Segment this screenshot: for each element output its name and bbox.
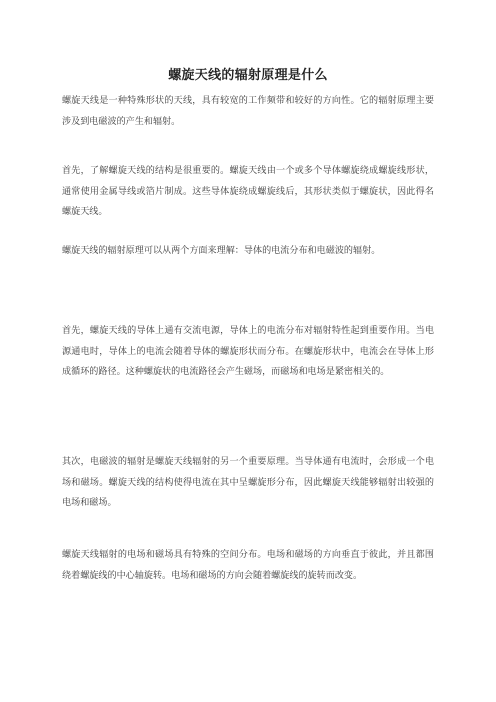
document-title: 螺旋天线的辐射原理是什么 — [168, 68, 328, 83]
paragraph-spatial-distribution: 螺旋天线辐射的电场和磁场具有特殊的空间分布。电场和磁场的方向垂直于彼此，并且都围绕着螺旋线的中心轴旋转。电场和磁场的方向会随着螺旋线的旋转而改变。 — [62, 550, 434, 581]
paragraph-principle-overview: 螺旋天线的辐射原理可以从两个方面来理解：导体的电流分布和电磁波的辐射。 — [62, 246, 381, 256]
paragraph-current-distribution: 首先，螺旋天线的导体上通有交流电源，导体上的电流分布对辐射特性起到重要作用。当电源通电时，导体上的电流会随着导体的螺旋形状而分布。在螺旋形状中，电流会在导体上形成循环的路径。这种螺旋状的电流路径会产生磁场，而磁场和电场是紧密相关的。 — [62, 326, 434, 377]
paragraph-em-radiation: 其次，电磁波的辐射是螺旋天线辐射的另一个重要原理。当导体通有电流时，会形成一个电场和磁场。螺旋天线的结构使得电流在其中呈螺旋形分布，因此螺旋天线能够辐射出较强的电场和磁场。 — [62, 457, 434, 508]
paragraph-intro: 螺旋天线是一种特殊形状的天线，具有较宽的工作频带和较好的方向性。它的辐射原理主要涉及到电磁波的产生和辐射。 — [62, 96, 434, 127]
paragraph-structure: 首先，了解螺旋天线的结构是很重要的。螺旋天线由一个或多个导体螺旋绕成螺旋线形状，通常使用金属导线或箔片制成。这些导体旋绕成螺旋线后，其形状类似于螺旋状，因此得名螺旋天线。 — [62, 166, 434, 217]
